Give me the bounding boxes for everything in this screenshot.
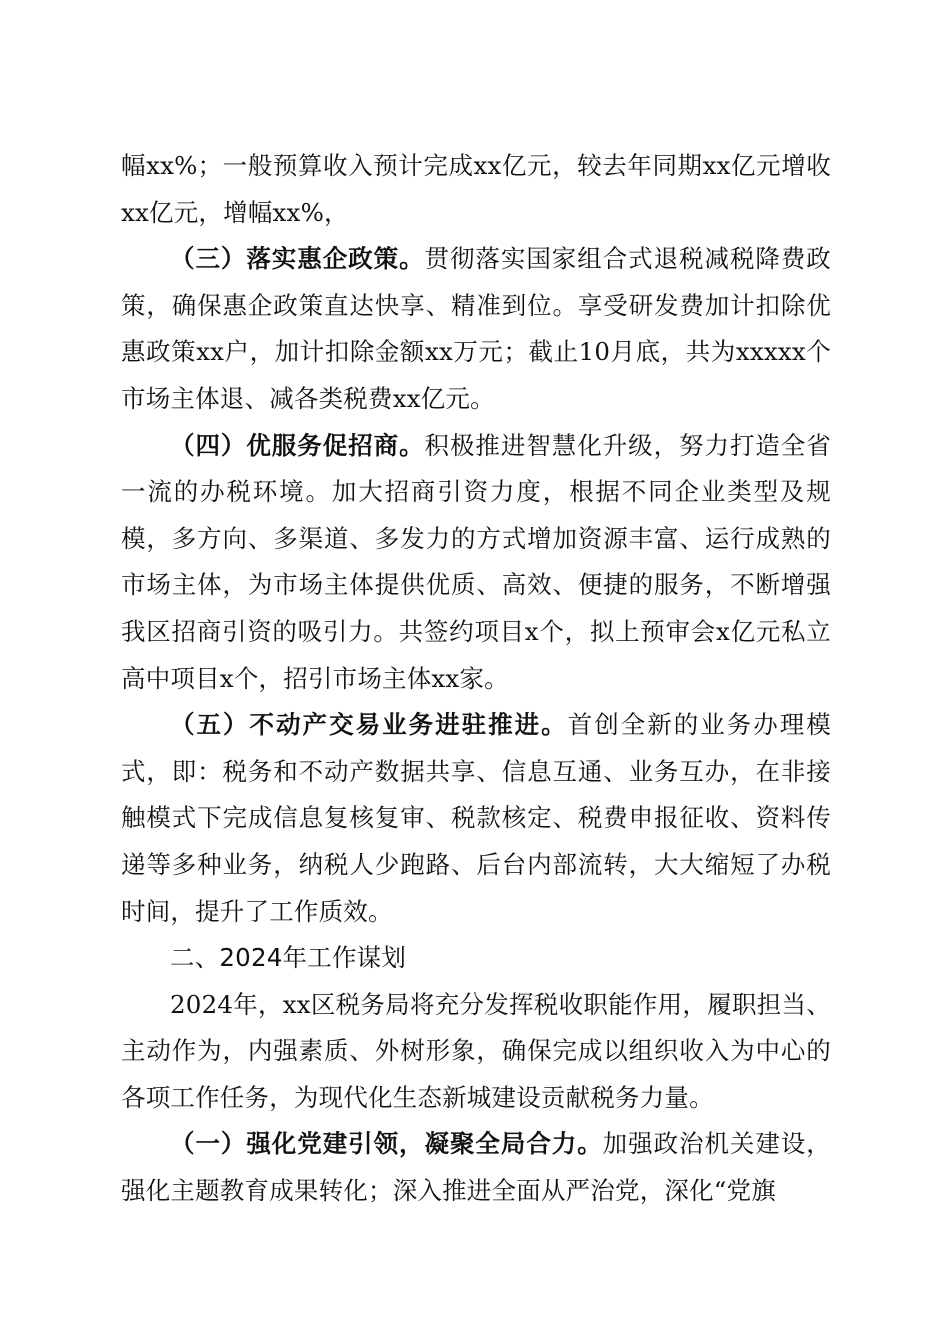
paragraph-text: 积极推进智慧化升级，努力打造全省一流的办税环境。加大招商引资力度，根据不同企业类型及规模，多方向、多渠道、多发力的方式增加资源丰富、运行成熟的市场主体，为市场主体提供优质、高效、便捷的服务，不断增强我区招商引资的吸引力。共签约项目x个，拟上预审会x亿元私立高中项目x个，招引市场主体xx家。 — [121, 430, 832, 693]
section-heading-2024-plan — [121, 935, 831, 982]
heading-text: 二、2024年工作谋划 — [170, 943, 407, 973]
paragraph-text: 2024年，xx区税务局将充分发挥税收职能作用，履职担当、主动作为，内强素质、外树形象，确保完成以组织收入为中心的各项工作任务，为现代化生态新城建设贡献税务力量。 — [121, 989, 831, 1112]
paragraph-text: 幅xx%；一般预算收入预计完成xx亿元，较去年同期xx亿元增收xx亿元，增幅xx%， — [121, 151, 831, 227]
paragraph-text: 首创全新的业务办理模式，即：税务和不动产数据共享、信息互通、业务互办，在非接触模式下完成信息复核复审、税款核定、税费申报征收、资料传递等多种业务，纳税人少跑路、后台内部流转，大大缩短了办税时间，提升了工作质效。 — [121, 710, 831, 926]
paragraph-text: 贯彻落实国家组合式退税减税降费政策，确保惠企政策直达快享、精准到位。享受研发费加计扣除优惠政策xx户，加计扣除金额xx万元；截止10月底，共为xxxxx个市场主体退、减各类税费xx亿元。 — [121, 244, 832, 413]
paragraph-revenue-continued — [121, 143, 831, 236]
paragraph-real-estate — [121, 702, 831, 935]
paragraph-text: 加强政治机关建设，强化主题教育成果转化；深入推进全面从严治党，深化“党旗 — [121, 1129, 831, 1206]
section-lead: （三）落实惠企政策。 — [170, 244, 425, 274]
section-lead: （四）优服务促招商。 — [170, 430, 425, 460]
paragraph-party-building — [121, 1121, 831, 1214]
paragraph-enterprise-policy — [121, 236, 831, 422]
section-lead: （五）不动产交易业务进驻推进。 — [170, 710, 568, 740]
document-body — [121, 143, 831, 1215]
paragraph-service-investment — [121, 423, 831, 703]
paragraph-2024-overview — [121, 982, 831, 1122]
section-lead: （一）强化党建引领，凝聚全局合力。 — [170, 1129, 603, 1159]
